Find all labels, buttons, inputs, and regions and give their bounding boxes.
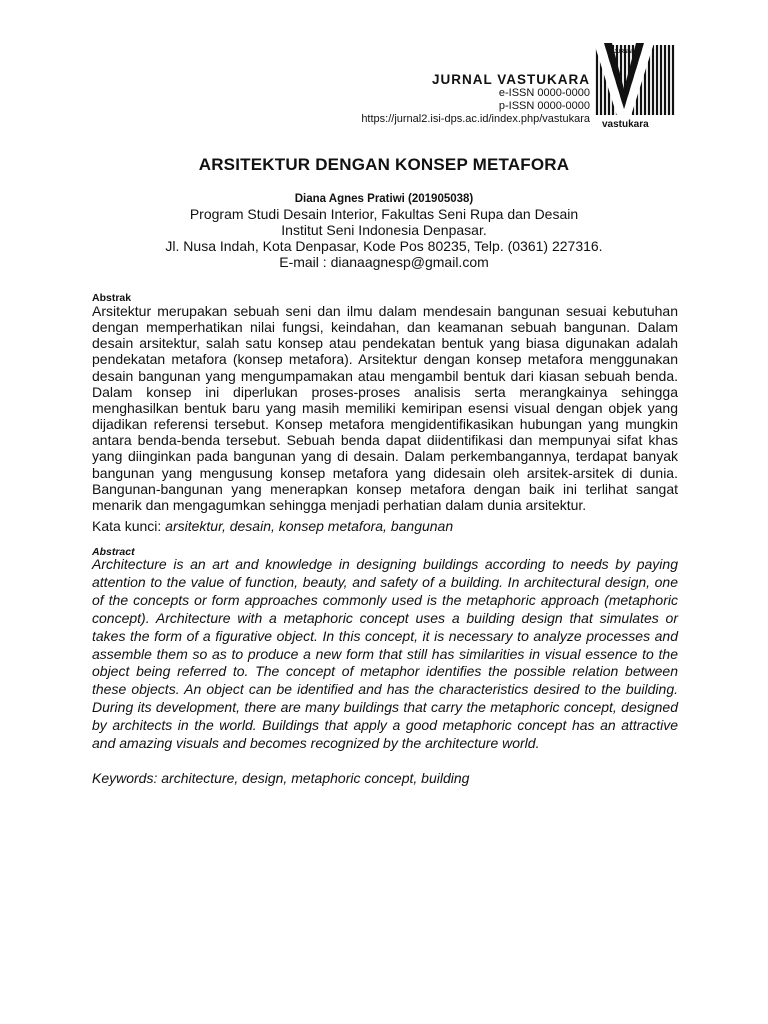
abstrak-heading: Abstrak — [92, 292, 132, 304]
author-name: Diana Agnes Pratiwi (201905038) — [294, 193, 474, 205]
abstrak-text: Arsitektur merupakan sebuah seni dan ilmu dalam mendesain bangunan sesuai kebutuhan dengan memperhatikan nilai fungsi, keindahan, dan keamanan sebuah bangunan. Dalam desain arsitektur, salah satu konsep atau pendekatan bentuk yang biasa digunakan adalah pendekatan metafora (konsep metafora). Arsitektur dengan konsep metafora menggunakan desain bangunan yang mengumpamakan atau mengambil bentuk dari kiasan sebuah benda. Dalam konsep ini diperlukan proses-proses analisis serta merangkainya sehingga menghasilkan bentuk baru yang masih memiliki kemiripan esensi visual dengan objek yang dijadikan referensi tersebut. Konsep metafora mengidentifikasikan hubungan yang mungkin antara benda-benda tersebut. Sebuah benda dapat diidentifikasi dan mempunyai sifat khas yang diinginkan pada bangunan yang di desain. Dalam perkembangannya, terdapat banyak bangunan yang mengusung konsep metafora yang didesain oleh arsitek-arsitek di dunia. Bangunan-bangunan yang menerapkan konsep metafora dengan baik ini terlihat sangat menarik dan mengagumkan sehingga menjadi perhatian dalam dunia arsitektur. — [92, 303, 678, 513]
abstract-heading: Abstract — [92, 546, 135, 558]
journal-header — [361, 72, 590, 126]
journal-logo-icon — [594, 43, 677, 129]
logo-text-top: JURNAL — [614, 49, 635, 55]
kata-kunci-terms: arsitektur, desain, konsep metafora, bangunan — [165, 518, 454, 534]
abstract-text: Architecture is an art and knowledge in designing buildings according to needs by paying attention to the value of function, beauty, and safety of a building. In architectural design, one of the concepts or form approaches commonly used is the metaphoric approach (metaphoric concept). Architecture with a metaphoric concept uses a building design that simulates or takes the form of a figurative object. In this concept, it is necessary to analyze processes and assemble them so as to produce a new form that still has similarities in visual essence to the object being referred to. The concept of metaphor identifies the possible relation between these objects. An object can be identified and has the characteristics desired to the building. During its development, there are many buildings that carry the metaphoric concept, designed by architects in the world. Buildings that apply a good metaphoric concept has an attractive and amazing visuals and becomes recognized by the architecture world. — [92, 556, 678, 752]
journal-name: JURNAL VASTUKARA — [431, 72, 590, 87]
author-block — [0, 192, 768, 270]
paper-title: ARSITEKTUR DENGAN KONSEP METAFORA — [198, 155, 570, 174]
keywords-line: Keywords: architecture, design, metaphoric concept, building — [92, 770, 470, 786]
logo-text-bottom: vastukara — [602, 119, 649, 129]
kata-kunci — [92, 518, 678, 534]
journal-eissn: e-ISSN 0000-0000 — [498, 87, 590, 99]
journal-url: https://jurnal2.isi-dps.ac.id/index.php/vastukara — [361, 113, 590, 125]
affiliation-line: Institut Seni Indonesia Denpasar. — [281, 222, 487, 238]
kata-kunci-label: Kata kunci: — [92, 518, 166, 534]
affiliation-line: Program Studi Desain Interior, Fakultas Seni Rupa dan Desain — [189, 206, 579, 222]
affiliation-line: Jl. Nusa Indah, Kota Denpasar, Kode Pos 80235, Telp. (0361) 227316. — [165, 238, 603, 254]
author-email: E-mail : dianaagnesp@gmail.com — [279, 254, 489, 270]
journal-pissn: p-ISSN 0000-0000 — [498, 100, 590, 112]
